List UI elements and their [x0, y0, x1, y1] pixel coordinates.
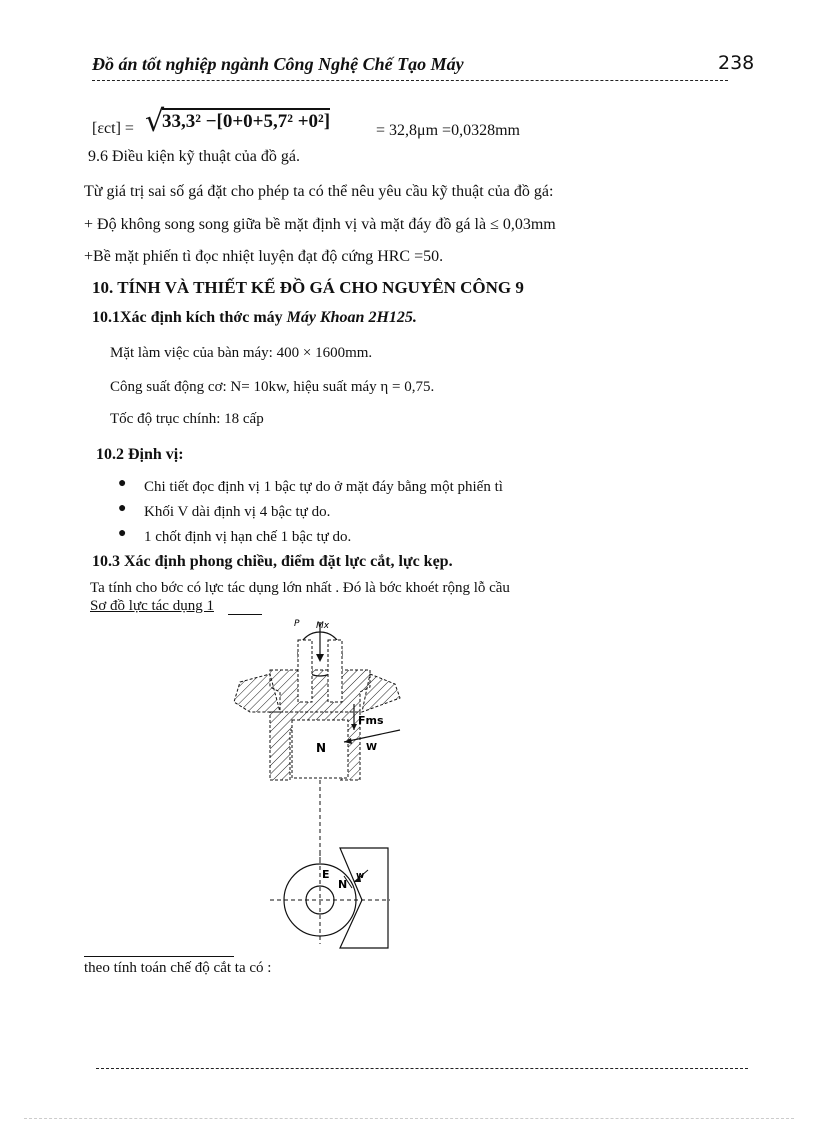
section-10-1-heading-prefix: 10.1Xác định kích thớc máy: [92, 309, 287, 326]
label-mx: Mx: [316, 621, 330, 631]
formula-radicand: 33,3² −[0+0+5,7² +0²]: [162, 108, 330, 133]
label-p: P: [294, 619, 300, 629]
bullet-dot: ●: [118, 476, 127, 491]
header-divider: [92, 80, 728, 81]
sqrt-sign: √: [145, 104, 165, 139]
section-9-6-intro: Từ giá trị sai số gá đặt cho phép ta có thể nêu yêu cầu kỹ thuật của đồ gá:: [84, 183, 554, 200]
section-10-2-heading: 10.2 Định vị:: [96, 446, 184, 463]
footer-rule: [84, 956, 234, 957]
section-9-6-heading: 9.6 Điều kiện kỹ thuật của đồ gá.: [88, 148, 300, 165]
requirement-2: +Bề mặt phiến tì đọc nhiệt luyện đạt độ cứng HRC =50.: [84, 248, 444, 265]
section-10-heading: 10. TÍNH VÀ THIẾT KẾ ĐỒ GÁ CHO NGUYÊN CÔNG 9: [92, 278, 524, 297]
label-n: N: [316, 741, 327, 755]
footer-divider: [96, 1068, 748, 1069]
motor-power: Công suất động cơ: N= 10kw, hiệu suất máy η = 0,75.: [110, 379, 435, 395]
label-n-plan: N: [338, 878, 348, 891]
workpiece-section: [234, 640, 400, 780]
section-10-3-text: Ta tính cho bớc có lực tác dụng lớn nhất . Đó là bớc khoét rộng lỗ cầu: [90, 580, 510, 596]
bullet-item-1: Chi tiết đọc định vị 1 bậc tự do ở mặt đáy bằng một phiến tì: [144, 479, 503, 495]
label-w-plan: w: [356, 871, 365, 881]
force-diagram: [220, 612, 420, 952]
bullet-item-2: Khối V dài định vị 4 bậc tự do.: [144, 504, 331, 520]
footer-text: theo tính toán chế độ cắt ta có :: [84, 960, 272, 976]
page-header-title: Đồ án tốt nghiệp ngành Công Nghệ Chế Tạo Máy: [92, 54, 464, 74]
bullet-dot: ●: [118, 526, 127, 541]
label-fms: Fms: [358, 714, 384, 727]
label-e: E: [322, 868, 330, 881]
machine-table-size: Mặt làm việc của bàn máy: 400 × 1600mm.: [110, 345, 373, 361]
page-number: 238: [718, 52, 755, 74]
bullet-item-3: 1 chốt định vị hạn chế 1 bậc tự do.: [144, 529, 352, 545]
formula-rhs: = 32,8μm =0,0328mm: [376, 122, 520, 139]
formula-lhs: [εct] =: [92, 120, 134, 137]
page-bottom-edge: [24, 1118, 794, 1119]
label-w: W: [366, 742, 378, 753]
section-10-3-heading: 10.3 Xác định phong chiều, điểm đặt lực cắt, lực kẹp.: [92, 553, 453, 570]
diagram-caption: Sơ đồ lực tác dụng 1: [90, 598, 214, 614]
section-10-1-machine: Máy Khoan 2H125.: [286, 309, 417, 326]
requirement-1: + Độ không song song giữa bề mặt định vị và mặt đáy đồ gá là ≤ 0,03mm: [84, 216, 556, 233]
bullet-dot: ●: [118, 501, 127, 516]
plan-view: [270, 848, 390, 948]
section-10-1-heading: [92, 309, 417, 327]
spindle-speed: Tốc độ trục chính: 18 cấp: [110, 411, 264, 427]
